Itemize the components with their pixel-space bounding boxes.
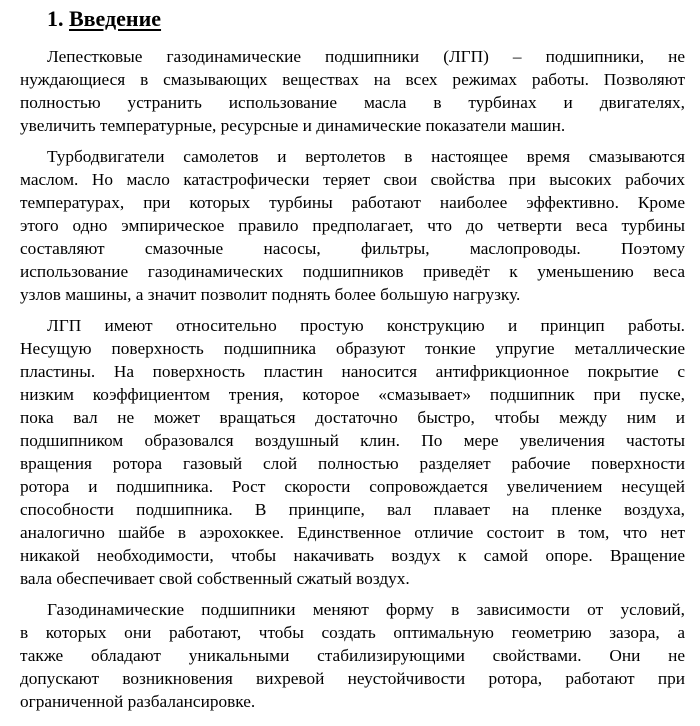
text-line: ротора и подшипника. Рост скорости сопровождается увеличением несущей (20, 477, 685, 496)
text-line: пока вал не может вращаться достаточно быстро, чтобы между ним и (20, 408, 685, 427)
paragraph (20, 314, 685, 590)
text-line: увеличить температурные, ресурсные и динамические показатели машин. (20, 116, 566, 135)
text-line: вращения ротора газовый слой полностью разделяет рабочие поверхности (20, 454, 685, 473)
text-line: в которых они работают, чтобы создать оптимальную геометрию зазора, а (20, 623, 685, 642)
text-line: аналогично шайбе в аэрохоккее. Единственное отличие состоит в том, что нет (20, 523, 685, 542)
text-line: никакой необходимости, чтобы накачивать воздух к самой опоре. Вращение (20, 546, 685, 565)
text-line: маслом. Но масло катастрофически теряет свои свойства при высоких рабочих (20, 170, 685, 189)
text-line: Газодинамические подшипники меняют форму в зависимости от условий, (47, 600, 685, 619)
text-line: использование газодинамических подшипников приведёт к уменьшению веса (20, 262, 685, 281)
text-line: низким коэффициентом трения, которое «смазывает» подшипник при пуске, (20, 385, 685, 404)
paragraph (20, 45, 685, 137)
text-line: также обладают уникальными стабилизирующими свойствами. Они не (20, 646, 685, 665)
text-line: вала обеспечивает свой собственный сжатый воздух. (20, 569, 410, 588)
text-line: подшипником образовался воздушный клин. По мере увеличения частоты (20, 431, 685, 450)
text-line: составляют смазочные насосы, фильтры, маслопроводы. Поэтому (20, 239, 685, 258)
text-line: допускают возникновения вихревой неустойчивости ротора, работают при (20, 669, 685, 688)
text-line: полностью устранить использование масла в турбинах и двигателях, (20, 93, 685, 112)
paragraph (20, 145, 685, 306)
text-line: Лепестковые газодинамические подшипники (ЛГП) – подшипники, не (47, 47, 685, 66)
text-line: нуждающиеся в смазывающих веществах на всех режимах работы. Позволяют (20, 70, 685, 89)
text-line: температурах, при которых турбины работают наиболее эффективно. Кроме (20, 193, 685, 212)
text-line: способности подшипника. В принципе, вал плавает на пленке воздуха, (20, 500, 685, 519)
section-heading (47, 6, 161, 32)
section-number: 1. (47, 6, 64, 31)
section-title: Введение (69, 6, 162, 31)
text-line: Несущую поверхность подшипника образуют тонкие упругие металлические (20, 339, 685, 358)
text-line: пластины. На поверхность пластин наносится антифрикционное покрытие с (20, 362, 685, 381)
text-line: Турбодвигатели самолетов и вертолетов в настоящее время смазываются (47, 147, 685, 166)
paragraph (20, 598, 685, 713)
text-line: узлов машины, а значит позволит поднять более большую нагрузку. (20, 285, 521, 304)
text-line: ЛГП имеют относительно простую конструкцию и принцип работы. (47, 316, 685, 335)
text-line: этого одно эмпирическое правило предполагает, что до четверти веса турбины (20, 216, 685, 235)
document-body (20, 45, 685, 721)
text-line: ограниченной разбалансировке. (20, 692, 256, 711)
